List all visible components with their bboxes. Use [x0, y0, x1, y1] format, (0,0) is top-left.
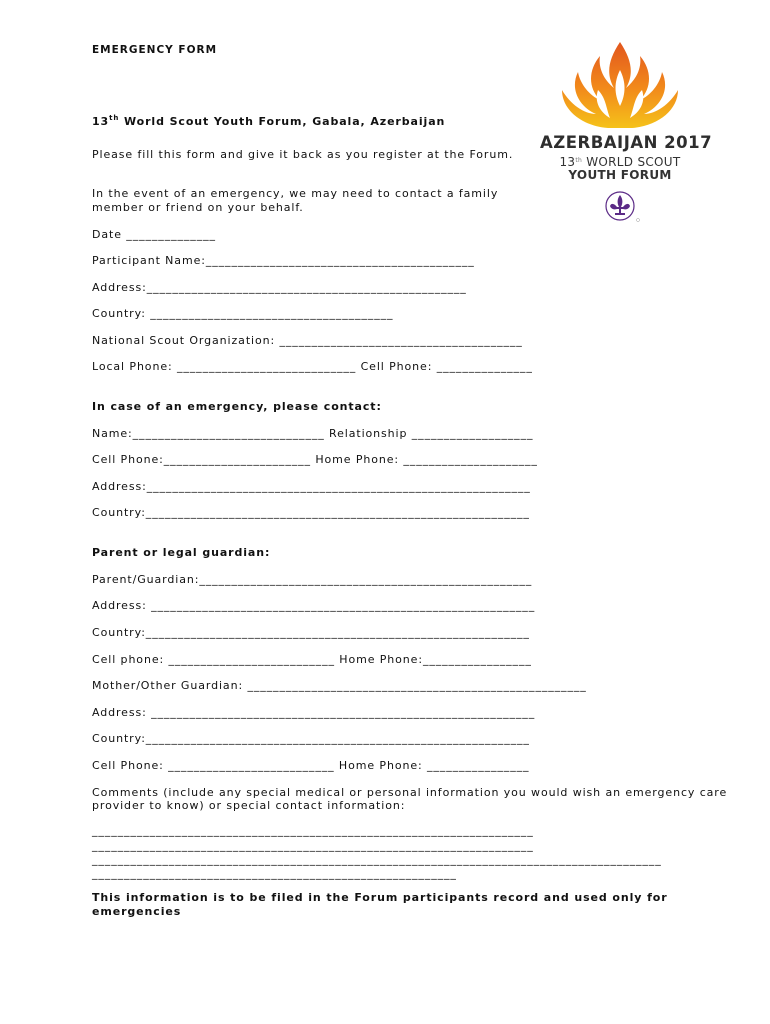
guardian-phones-field[interactable]: Cell phone: __________________________ Home Phone:_________________: [92, 653, 532, 666]
event-number: 13: [92, 115, 110, 128]
emergency-country-field[interactable]: Country:____________________________________________________________: [92, 506, 530, 519]
comments-blank-line[interactable]: _________________________________________________________________________________________: [92, 853, 662, 866]
azerbaijan-2017-logo: [540, 40, 713, 235]
emergency-name-field[interactable]: Name:______________________________ Relationship ___________________: [92, 427, 534, 440]
emergency-phones-field[interactable]: Cell Phone:_______________________ Home Phone: _____________________: [92, 453, 538, 466]
footer-note-line1: This information is to be filed in the Forum participants record and used only for: [92, 891, 668, 904]
footer-note-line2: emergencies: [92, 905, 182, 918]
participant-name-field[interactable]: Participant Name:__________________________________________: [92, 254, 475, 267]
guardian-address-field[interactable]: Address: ____________________________________________________________: [92, 599, 536, 612]
emergency-address-field[interactable]: Address:____________________________________________________________: [92, 480, 531, 493]
event-number-suffix: th: [109, 114, 120, 122]
logo-title: AZERBAIJAN 2017: [540, 133, 713, 152]
emergency-contact-heading: In case of an emergency, please contact:: [92, 400, 382, 413]
participant-country-field[interactable]: Country: ______________________________________: [92, 307, 394, 320]
logo-number: 13: [559, 155, 576, 169]
guardian-heading: Parent or legal guardian:: [92, 546, 271, 559]
comments-label-line2: provider to know) or special contact information:: [92, 799, 406, 812]
other-guardian-country-field[interactable]: Country:____________________________________________________________: [92, 732, 530, 745]
other-guardian-address-field[interactable]: Address: ____________________________________________________________: [92, 706, 536, 719]
comments-blank-line[interactable]: _____________________________________________________________________: [92, 839, 534, 852]
guardian-country-field[interactable]: Country:____________________________________________________________: [92, 626, 530, 639]
logo-subtitle-line2: YOUTH FORUM: [568, 168, 672, 182]
other-guardian-field[interactable]: Mother/Other Guardian: _____________________________________________________: [92, 679, 587, 692]
event-title: [92, 114, 445, 128]
intro-emergency-line1: In the event of an emergency, we may need to contact a family: [92, 187, 499, 200]
wosm-fleur-de-lis-icon: [598, 190, 642, 226]
other-guardian-phones-field[interactable]: Cell Phone: __________________________ Home Phone: ________________: [92, 759, 530, 772]
intro-instruction: Please fill this form and give it back as you register at the Forum.: [92, 148, 514, 161]
comments-blank-line[interactable]: _____________________________________________________________________: [92, 824, 534, 837]
intro-emergency-line2: member or friend on your behalf.: [92, 201, 304, 214]
logo-subtitle-line1: [540, 155, 700, 169]
comments-blank-line[interactable]: _________________________________________________________: [92, 867, 457, 880]
participant-address-field[interactable]: Address:__________________________________________________: [92, 281, 467, 294]
comments-label-line1: Comments (include any special medical or personal information you would wish an emergency care: [92, 786, 728, 799]
national-scout-organization-field[interactable]: National Scout Organization: ______________________________________: [92, 334, 523, 347]
form-title: EMERGENCY FORM: [92, 44, 218, 56]
date-field[interactable]: Date ______________: [92, 228, 216, 241]
event-name: World Scout Youth Forum, Gabala, Azerbaijan: [119, 115, 446, 128]
flame-logo-icon: [548, 40, 692, 130]
logo-number-suffix: th: [575, 157, 583, 164]
logo-subtitle-text: WORLD SCOUT: [582, 155, 681, 169]
parent-guardian-field[interactable]: Parent/Guardian:____________________________________________________: [92, 573, 533, 586]
participant-phones-field[interactable]: Local Phone: ____________________________ Cell Phone: _______________: [92, 360, 533, 373]
